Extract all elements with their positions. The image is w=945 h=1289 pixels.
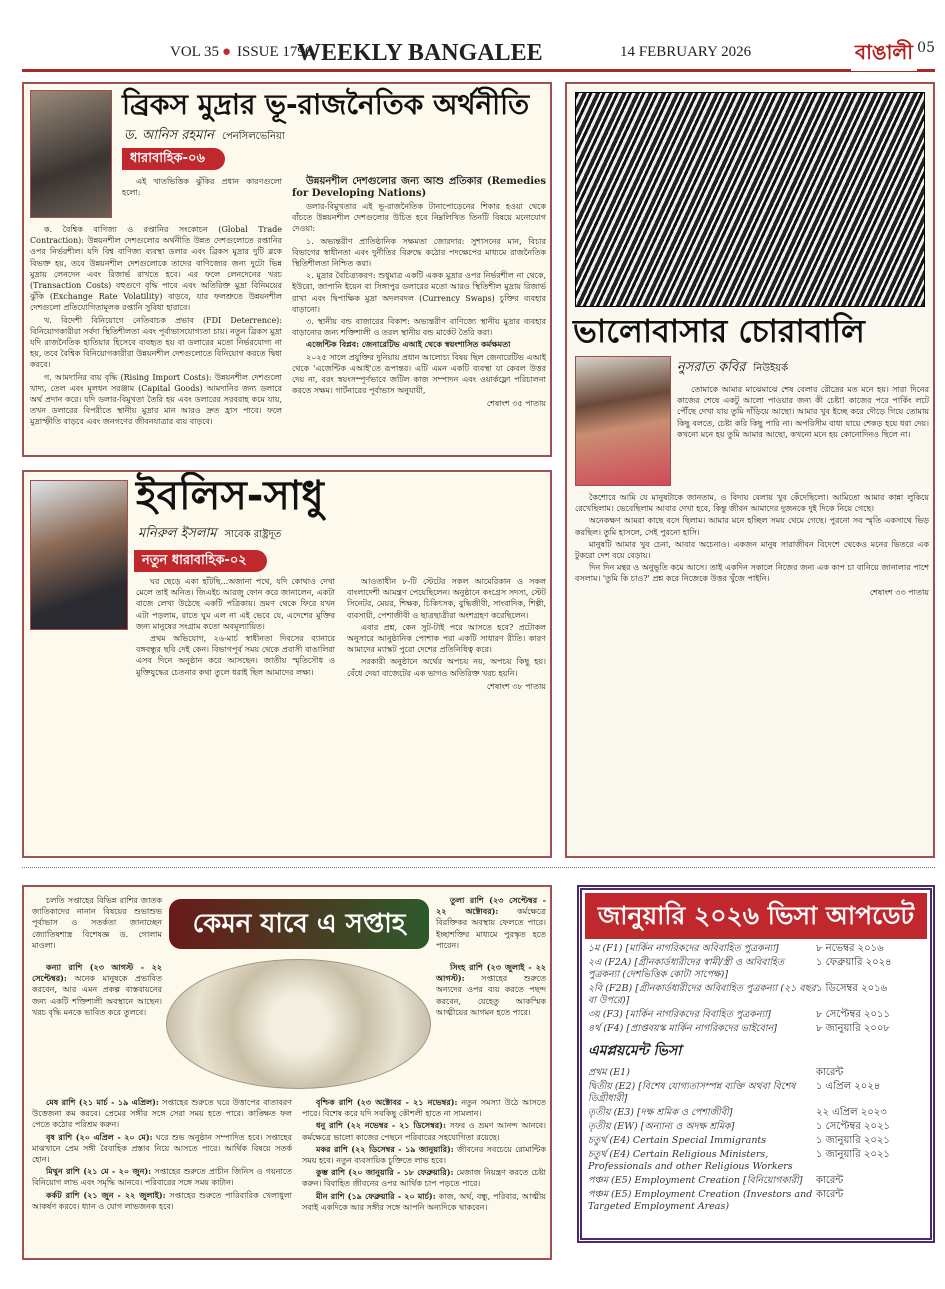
sign-capricorn: মকর রাশি (২২ ডিসেম্বর - ১৯ জানুয়ারি): জীবনের সবচেয়ে রোমান্টিক সময় হবে। নতুন ব্যবসায়িক চুক্তিতে লাভ হবে। — [302, 1143, 546, 1166]
article-headline: ইবলিস-সাধু — [136, 473, 324, 519]
author-photo — [30, 90, 112, 218]
paragraph: ডলার-বিমুখতার এই ভূ-রাজনৈতিক টানাপোড়েনের শিকার হওয়া থেকে বাঁচতে উন্নয়নশীল দেশগুলোর উচিত হবে নিম্নলিখিত তিনটি বিষয়ে মনোযোগ দেওয়া: — [292, 202, 546, 234]
author-name: নুসরাত কবির — [677, 360, 746, 375]
visa-date: ১ জানুয়ারি ২০২১ — [816, 1149, 890, 1160]
visa-category: পঞ্চম (E5) Employment Creation [বিনিয়োগকারী] — [588, 1175, 803, 1186]
visa-category: চতুর্থ (E4) Certain Special Immigrants — [588, 1135, 767, 1146]
visa-date: ১ এপ্রিল ২০২৪ — [816, 1081, 881, 1092]
visa-row — [582, 1106, 930, 1120]
visa-category: তৃতীয় (E3) [দক্ষ শ্রমিক ও পেশাজীবী] — [588, 1107, 733, 1118]
employment-visa-list — [582, 1066, 930, 1214]
horoscope-column-1-top — [32, 962, 162, 1092]
visa-row — [582, 1134, 930, 1148]
article-column-2 — [292, 176, 546, 446]
visa-title: জানুয়ারি ২০২৬ ভিসা আপডেট — [585, 893, 927, 939]
paragraph: মানুষটি আমার খুব চেনা, আবার অচেনাও। একজন মানুষ সারাজীবন বিদেশে থেকেও মনের ভিতরে এক টুকরো দেশ বয়ে বেড়ায়। — [575, 539, 929, 561]
horoscope-column-2 — [302, 1097, 546, 1255]
visa-row — [582, 1120, 930, 1134]
visa-row — [582, 1066, 930, 1080]
article-intro — [122, 176, 282, 224]
author-name: ড. আনিস রহমান — [124, 128, 214, 143]
visa-row — [582, 942, 930, 956]
volume: VOL 35 — [170, 44, 220, 60]
paragraph: চলতি সপ্তাহের বিভিন্ন রাশির জাতক জাতিকাদের নানান বিষয়ের শুভাশুভ পূর্বাভাস ও সতর্কতা জানাচ্ছেন জ্যোতিষশাস্ত্র বিশেষজ্ঞ ড. গোলাম মাওলা। — [32, 896, 162, 950]
visa-row — [582, 1008, 930, 1022]
sign-aquarius: কুম্ভ রাশি (২০ জানুয়ারি - ১৮ ফেব্রুয়ারি): মেজাজ নিয়ন্ত্রণ করতে চেষ্টা করুন। বিবাহিত জীবনের ওপর আর্থিক চাপ পড়তে পারে। — [302, 1167, 546, 1189]
visa-row — [582, 956, 930, 982]
byline — [677, 360, 788, 377]
paragraph: সরকারী অনুষ্ঠানে অর্থের অপচয় নয়, অপচয় কিছু হয়। বেঁধে দেয়া বাজেটের এক ভাগও অতিরিক্ত খরচ হয়নি। — [347, 657, 546, 678]
subheading: এজেন্টিক বিপ্লব: জেনারেটিভ এআই থেকে স্বয়ংশাসিত কর্মক্ষমতা — [306, 339, 511, 350]
author-name: মনিরুল ইসলাম — [138, 526, 217, 541]
sign-leo: সিংহ রাশি (২৩ জুলাই - ২২ আগস্ট): সপ্তাহের শুরুতে অন্যদের ওপর ব্যয় করতে পছন্দ করবেন, যেহেতু আকস্মিক আত্মীয়ের আগমন হতে পারে। — [436, 962, 546, 1017]
paragraph: দিন দিন মন্থর ও অনুভূতি কমে আসে। তাই একদিন সকালে নিজের জন্য এক কাপ চা বানিয়ে জানালার পাশে বসলাম। 'তুমি কি চাও?' প্রশ্ন করে নিজেকে উত্তর খুঁজে পাইনি। — [575, 563, 929, 584]
byline — [124, 128, 285, 145]
paragraph: কৈশোরে আমি যে মানুষটাকে জানতাম, ও বিদায় বেলায় খুব কেঁদেছিলো। আমিতো আমার কান্না লুকিয়ে রেখেছিলাম। ভেবেছিলাম আবার দেখা হবে, কিন্তু জীবন আমাদের দুজনকে দুই দিকে নিয়ে গেছে। — [575, 493, 929, 514]
employment-heading: এমপ্লয়মেন্ট ভিসা — [588, 1043, 682, 1059]
paragraph: ২. মুদ্রার বৈচিত্র্যকরণ: শুধুমাত্র একটি একক মুদ্রার ওপর নির্ভরশীল না থেকে, ইউরো, জাপানি ইয়েন বা সিঙ্গাপুর ডলারের মতো আরও স্থিতিশীল মুদ্রায় রিজার্ভ রাখা এবং দ্বিপাক্ষিক মুদ্রা অদলবদল (Currency Swaps) চুক্তির ব্যবহার বাড়ানো। — [292, 271, 546, 314]
author-location: পেনসিলভেনিয়া — [221, 131, 285, 142]
visa-category: ৩য় (F3) [মার্কিন নাগরিকদের বিবাহিত পুত্রকন্যা] — [588, 1009, 771, 1020]
sign-virgo: কন্যা রাশি (২৩ আগস্ট - ২২ সেপ্টেম্বর): অনেক মানুষকে প্রভাবিত করবেন, আর এমন প্রকল্প বাস্তবায়নের জন্য একটি শক্তিশালী অবস্থানে আছেন। খরচ বৃদ্ধি মনকে ভাবিত করে তুলবে। — [32, 962, 163, 1017]
sign-pisces: মীন রাশি (১৯ ফেব্রুয়ারি - ২০ মার্চ): কাজ, অর্থ, বন্ধু, পরিবার, আত্মীয় সবাই একদিকে আর সঙ্গীর সঙ্গে আপনি অন্যদিকে থাকবেন। — [302, 1190, 546, 1212]
sign-sagittarius: ধনু রাশি (২২ নভেম্বর - ২১ ডিসেম্বর): সফর ও ভ্রমণ আনন্দ আনবে। কর্মক্ষেত্রে ভালো কাজের পেছনে পরিবারের সহযোগিতা রয়েছে। — [302, 1120, 546, 1142]
byline — [138, 526, 281, 543]
article-headline: ব্রিকস মুদ্রার ভূ-রাজনৈতিক অর্থনীতি — [122, 88, 530, 121]
article-bhalobashar-chorabali — [565, 82, 935, 858]
paragraph: ২০২৫ সালে প্রযুক্তির দুনিয়ায় প্রধান আলোচ্য বিষয় ছিল জেনারেটিভ এআই থেকে 'এজেন্টিক এআই'তে রূপান্তর। এটি এমন একটি ব্যবস্থা যা কেবল উত্তর দেয় না, বরং স্বয়ংসম্পূর্ণভাবে জটিল কাজ সম্পাদন এবং ওয়ার্কফ্লো পরিচালনা করতে সক্ষম। গার্টনারের পূর্বাভাস অনুযায়ী, — [292, 352, 546, 396]
sign-aries: মেষ রাশি (২১ মার্চ - ১৯ এপ্রিল): সপ্তাহের শুরুতে ঘরে উত্তাপের বাতাবরণ উত্তেজনা কম করবে। প্রেমের সঙ্গীর সঙ্গে সেরা সময় হতে পারে। কাঙ্ক্ষিত ফল পেতে কঠোর পরিশ্রম করুন। — [32, 1097, 293, 1130]
horoscope-banner: কেমন যাবে এ সপ্তাহ — [169, 899, 429, 949]
visa-date: ৮ জানুয়ারি ২০০৮ — [816, 1023, 890, 1034]
article-iblis-sadhu — [22, 470, 552, 858]
continued-note[interactable]: শেষাংশ ৩৩ পাতায় — [869, 587, 929, 597]
visa-date: ৮ নভেম্বর ২০১৬ — [816, 943, 884, 954]
paragraph: গ. আমদানির ব্যয় বৃদ্ধি (Rising Import Costs): উন্নয়নশীল দেশগুলো খাদ্য, তেল এবং মূলধন সরঞ্জাম (Capital Goods) আমদানির জন্য ডলারে অর্থ প্রদান করে। যদি ডলার-বিমুখতা তৈরি হয় এবং ডলারের সরবরাহ কমে যায়, তখন ডলারের বিপরীতে স্থানীয় মুদ্রার মান আরও দ্রুত হ্রাস পাবে। ফলে মুদ্রাস্ফীতি বাড়বে এবং জনগণের জীবনযাত্রার ব্যয় বাড়বে। — [30, 372, 282, 427]
paragraph: আওতাধীন ৮-টি স্টেটের সকল আমেরিকান ও সকল বাংলাদেশী আমন্ত্রণ পেয়েছিলেন। অনুষ্ঠানে কংগ্রেস সদস্য, স্টেট সিনেটর, মেয়র, শিক্ষক, চিকিৎসক, বুদ্ধিজীবী, সাংবাদিক, শিল্পী, ব্যবসায়ী, পেশাজীবী ও ছাত্রছাত্রীরা অংশগ্রহণ করেছিলেন। — [347, 577, 546, 620]
paragraph: এই খাতভিত্তিক ঝুঁকির প্রধান কারণগুলো হলো: — [122, 177, 282, 198]
masthead — [22, 38, 935, 72]
visa-row — [582, 982, 930, 1008]
author-photo — [575, 356, 671, 486]
article-headline: ভালোবাসার চোরাবালি — [573, 312, 865, 350]
paragraph: এবার প্রশ্ন, কেন সুট-টাই পরে আসতে হবে? প্রটোকল অনুসারে আনুষ্ঠানিক পোশাক পরা একটি সাধারণ রীতি। কারণ আমাদের ম্যাস্কট পুরো দেশের প্রতিনিধিত্ব করে। — [347, 622, 546, 655]
series-label: ধারাবাহিক-০৬ — [122, 148, 225, 170]
continued-note[interactable]: শেষাংশ ৩৫ পাতায় — [486, 399, 546, 409]
issue-date: 14 FEBRUARY 2026 — [620, 44, 752, 60]
visa-category: পঞ্চম (E5) Employment Creation (Investors and Targeted Employment Areas) — [588, 1189, 813, 1212]
article-body — [575, 492, 929, 852]
article-brics — [22, 82, 552, 457]
sign-scorpio: বৃশ্চিক রাশি (২৩ অক্টোবর - ২১ নভেম্বর): নতুন সমস্যা উঠে আসতে পারে। বিশেষ করে যদি সবকিছু কৌশলী হাতে না সামলান। — [302, 1097, 547, 1119]
visa-date: ১ সেপ্টেম্বর ২০২১ — [816, 1121, 891, 1132]
author-location: নিউইয়র্ক — [753, 363, 789, 374]
visa-category: চতুর্থ (E4) Certain Religious Ministers, Professionals and other Religious Workers — [588, 1149, 793, 1172]
paragraph: তোমাকে আমার মাঝেমাঝে শেষ বেলার রৌদ্রের মত মনে হয়। সারা দিনের কাজের শেষে একটু আলো পাওয়ার জন্য কী চেষ্টা! কাজের পরে পার্কিং লটে পৌঁছে দেখা যায় তুমি দাঁড়িয়ে আছো। আমার খুব ইচ্ছে করে দৌড়ে গিয়ে তোমায় কিছু বলতে, চেষ্টা করি কিছু পারি না। অপরিসীম বাধা যায়ে শেকড় হয়ে ধরা দেয়। কখনো মনে হয় তুমি আমার আছো, কখনো মনে হয় কোনোদিনও ছিলে না। — [677, 385, 929, 439]
visa-category: ২এ (F2A) [গ্রীনকার্ডধারীদের স্বামী/স্ত্রী ও অবিবাহিত পুত্রকন্যা (দেশভিত্তিক কোটা সাপেক্ষ)] — [588, 957, 785, 980]
horoscope-right-mid — [436, 962, 546, 1092]
visa-date: কারেন্ট — [816, 1067, 844, 1078]
article-column-1 — [30, 224, 282, 449]
series-label: নতুন ধারাবাহিক-০২ — [134, 550, 267, 572]
sign-libra: তুলা রাশি (২৩ সেপ্টেম্বর - ২২ অক্টোবর): কর্মক্ষেত্রে বিরক্তিকর অবস্থায় ফেলতে পারে। ইচ্ছাশক্তির মাধ্যমে পুরস্কৃত হতে পারেন। — [436, 895, 546, 950]
visa-category: ২বি (F2B) [গ্রীনকার্ডধারীদের অবিবাহিত পুত্রকন্যা (২১ বছর বা উপরে)] — [588, 983, 816, 1006]
paragraph: খ. বিদেশী বিনিয়োগে নেতিবাচক প্রভাব (FDI Deterrence): বিনিয়োগকারীরা সর্বদা স্থিতিশীলতা এবং পূর্বাভাসযোগ্যতা চায়। নতুন ব্রিকস মুদ্রা যদি রাজনৈতিক হাতিয়ার হিসেবে ব্যবহৃত হয় বা ডলারের মতো নির্ভরযোগ্য না হয়, তবে বৈশ্বিক বিনিয়োগকারীরা উন্নয়নশীল দেশগুলোতে বিনিয়োগ করতে দ্বিধা করবে। — [30, 315, 282, 370]
paragraph: ৩. স্থানীয় বন্ড বাজারের বিকাশ: অভ্যন্তরীণ বাণিজ্যে স্থানীয় মুদ্রার ব্যবহার বাড়ানোর জন্য শক্তিশালী ও তরল স্থানীয় বন্ড মার্কেট তৈরি করা। — [292, 317, 546, 338]
horoscope-column-1 — [32, 1097, 292, 1255]
visa-category: ৪র্থ (F4) [প্রাপ্তবয়স্ক মার্কিন নাগরিকদের ভাইবোন] — [588, 1023, 777, 1034]
section-divider — [22, 867, 935, 868]
newspaper-title: WEEKLY BANGALEE — [297, 40, 543, 66]
visa-date: ২২ এপ্রিল ২০২৩ — [816, 1107, 887, 1118]
paragraph: ঘর ছেড়ে একা হাঁটছি...অজানা পথে, যদি কোথাও দেখা মেলে তাই অনিত। জিএইচ আরজু ফোন করে জানালেন, একটা বাজে লেখা উঠেছে একটি পত্রিকায়। ভ্রমণ থেকে ফিরে যখন এটা পড়লাম, রাতে ঘুম এল না এই ভেবে যে, এদেশের মুক্তির জন্য মানুষের সংগ্রাম কতো অবমূল্যায়িত। — [136, 577, 335, 631]
visa-row — [582, 1148, 930, 1174]
article-illustration — [575, 92, 925, 307]
visa-date: ১ জানুয়ারি ২০২১ — [816, 1135, 890, 1146]
family-visa-list — [582, 942, 930, 1036]
horoscope-intro — [32, 895, 162, 955]
visa-date: ৮ সেপ্টেম্বর ২০১১ — [816, 1009, 891, 1020]
sign-cancer: কর্কট রাশি (২১ জুন - ২২ জুলাই): সপ্তাহের শুরুতে পারিবারিক খেলাধুলা আকর্ষণ করবে। ধ্যান ও যোগ লাভজনক হবে। — [32, 1189, 292, 1211]
article-intro — [677, 384, 929, 489]
paragraph: প্রথম অভিযোগ, ২৬-মার্চ স্বাধীনতা দিবসের ব্যানারে বঙ্গবন্ধুর ছবি দেই কেন। বিভাগপূর্ব সময় থেকে প্রবাসী বাঙালিরা এসব দিনে অনুষ্ঠান করে আসছেন। জাতীয় স্মৃতিসৌধ ও মুক্তিযুদ্ধের চেতনার কথা তুলে ধরাই ছিল আমাদের লক্ষ্য। — [136, 634, 335, 677]
horoscope-right-top — [436, 895, 546, 955]
visa-category: প্রথম (E1) — [588, 1067, 630, 1078]
horoscope-section — [22, 885, 552, 1260]
visa-date: ১ ফেব্রুয়ারি ২০২৪ — [816, 957, 892, 968]
visa-row — [582, 1080, 930, 1106]
author-designation: সাবেক রাষ্ট্রদূত — [224, 529, 282, 540]
article-body — [136, 576, 546, 846]
sign-gemini: মিথুন রাশি (২১ মে - ২০ জুন): সপ্তাহের শুরুতে প্রাচীন জিনিস ও গয়নাতে বিনিয়োগ লাভ এবং সমৃদ্ধি আনবে। পরিবারের সঙ্গে সময় কাটান। — [32, 1166, 293, 1188]
paragraph: ১. অভ্যন্তরীণ প্রাতিষ্ঠানিক সক্ষমতা জোরদার: সুশাসনের মান, বিচার বিভাগের স্বাধীনতা এবং দুর্নীতির বিরুদ্ধে কঠোর পদক্ষেপের মাধ্যমে রাজনৈতিক স্থিতিশীলতা নিশ্চিত করা। — [292, 236, 546, 269]
visa-date: ১ ডিসেম্বর ২০১৬ — [816, 983, 888, 994]
visa-category: ১ম (F1) [মার্কিন নাগরিকদের অবিবাহিত পুত্রকন্যা] — [588, 943, 779, 954]
zodiac-wheel-image — [166, 959, 431, 1089]
visa-row — [582, 1188, 930, 1214]
separator-dot: ● — [222, 44, 232, 60]
paragraph: ক. বৈশ্বিক বাণিজ্য ও রপ্তানির সংকোচন (Global Trade Contraction): উন্নয়নশীল দেশগুলোর অর্থনীতি উন্নত দেশগুলোতে রপ্তানির ওপর নির্ভরশীল। যদি বিশ্ব বাণিজ্য ব্যবস্থা ডলার এবং ব্রিকস মুদ্রার দুটি ব্লকে বিভক্ত হয়, তবে উন্নয়নশীল দেশগুলোকে তাদের বাণিজ্যের জন্য দুটো ভিন্ন মুদ্রায় লেনদেন এবং রিজার্ভ রাখতে হবে। এর ফলে লেনদেনের খরচ (Transaction Costs) বহুগুণে বৃদ্ধি পাবে এবং অতিরিক্ত মুদ্রা বিনিময়ের ঝুঁকি (Exchange Rate Volatility) বাড়বে, যার ফলশ্রুতে উন্নয়নশীল দেশগুলো প্রতিযোগিতামূলক রপ্তানি সুবিধা হারাবে। — [30, 225, 282, 313]
visa-row — [582, 1174, 930, 1188]
page-number: 05 — [917, 40, 935, 56]
visa-bulletin — [577, 885, 935, 1243]
visa-date: কারেন্ট — [816, 1189, 844, 1200]
continued-note[interactable]: শেষাংশ ৩৮ পাতায় — [486, 681, 546, 691]
author-photo — [30, 480, 128, 630]
sign-taurus: বৃষ রাশি (২০ এপ্রিল - ২০ মে): ঘরে শুভ অনুষ্ঠান সম্পাদিত হবে। সপ্তাহের মাঝখানে প্রেম সঙ্গী বৈবাহিক প্রস্তাব নিয়ে আসতে পারে। আর্থিক বিষয়ে সতর্ক হোন। — [32, 1131, 293, 1165]
paragraph: অনেকক্ষণ আমরা কাছে বসে ছিলাম। আমার মনে হচ্ছিল সময় থেমে গেছে। পুরনো সব স্মৃতি একসাথে ভিড় করছিল। তুমি হাসলে, সেই পুরনো হাসি। — [575, 516, 929, 537]
visa-date: কারেন্ট — [816, 1175, 844, 1186]
visa-row — [582, 1022, 930, 1036]
issue: ISSUE 1796 — [237, 44, 313, 60]
visa-category: তৃতীয় (EW) [অন্যান্য ও অদক্ষ শ্রমিক] — [588, 1121, 735, 1132]
subheading: উন্নয়নশীল দেশগুলোর জন্য আশু প্রতিকার (Remedies for Developing Nations) — [292, 176, 546, 199]
visa-category: দ্বিতীয় (E2) [বিশেষ যোগ্যতাসম্পন্ন ব্যক্তি অথবা বিশেষ ডিগ্রীধারী] — [588, 1081, 796, 1104]
newspaper-logo: বাঙালী — [851, 38, 917, 71]
